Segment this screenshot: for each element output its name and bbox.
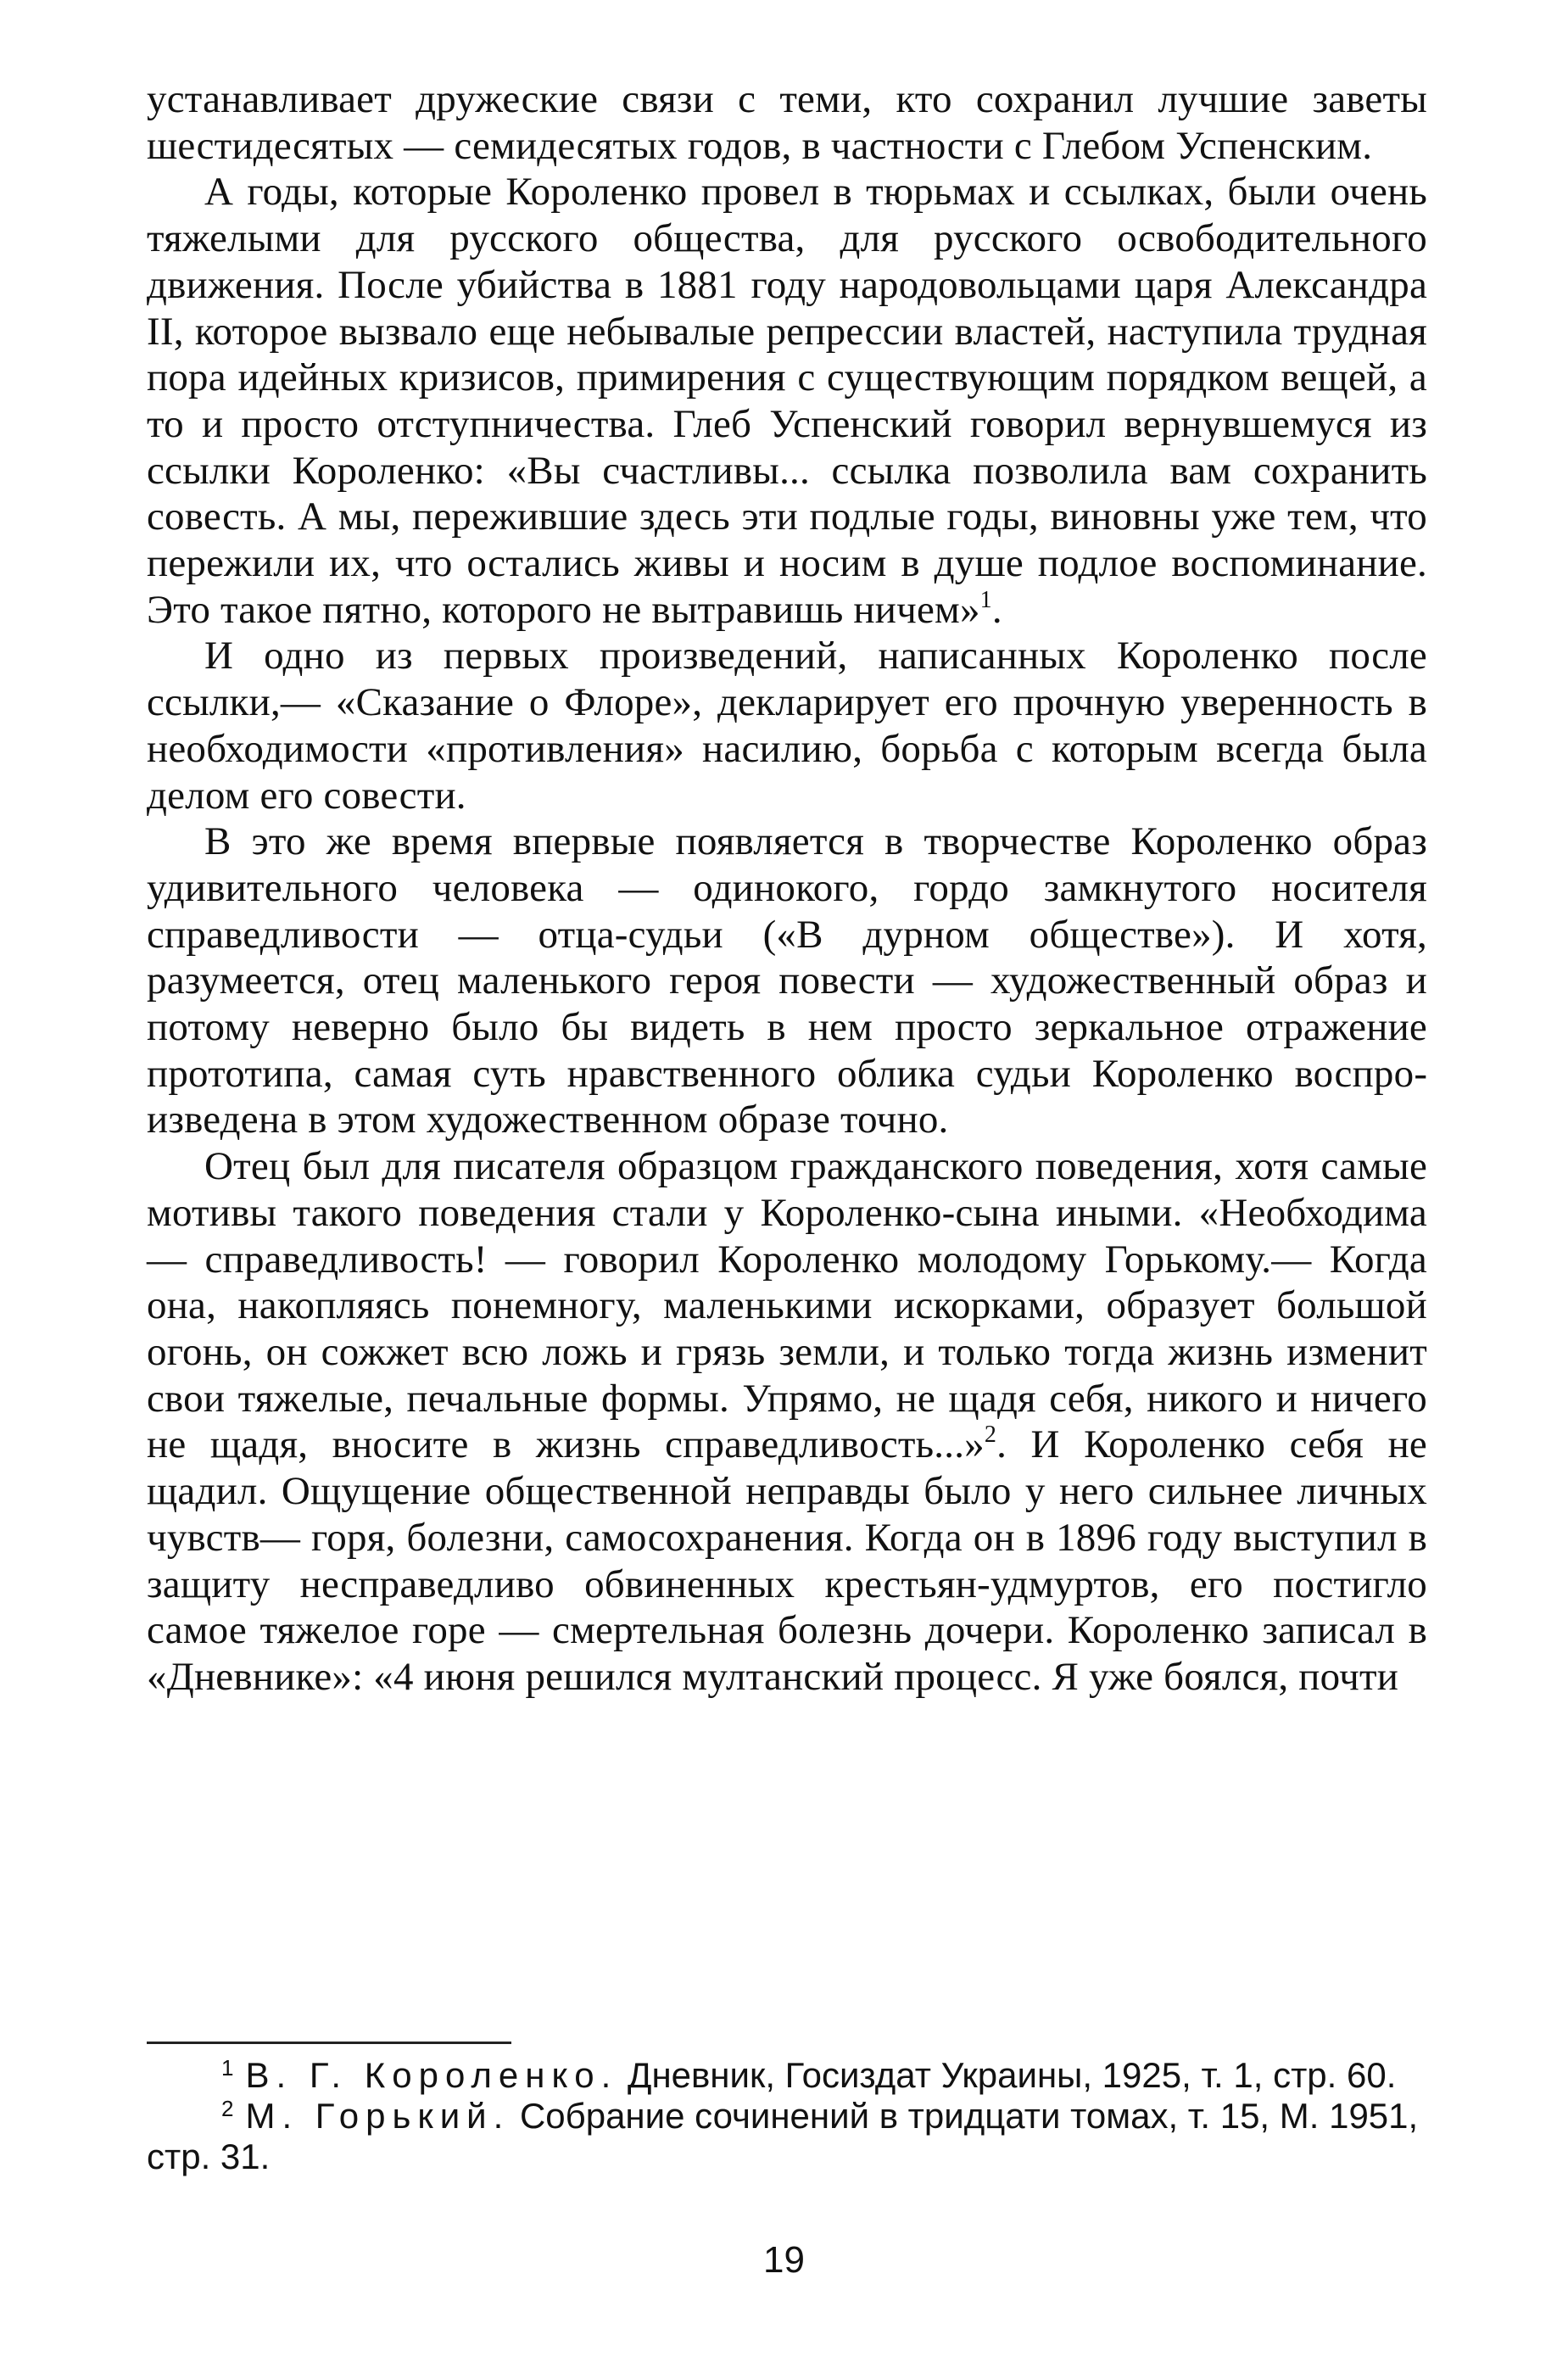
footnotes: [147, 2055, 1427, 2177]
footnote: [147, 2096, 1427, 2177]
paragraph-text: И одно из первых произведений, написанных Короленко после ссылки,— «Сказание о Флоре», декларирует его прочную уверенность в необходимости «противления» насилию, борьба с которым всегда была делом его совести.: [147, 634, 1427, 818]
paragraph-text: Отец был для писателя образцом гражданского поведения, хотя самые мотивы такого поведения стали у Короленко-сына иными. «Необходима — справедливость! — говорил Короленко молодому Горькому.— Когда она, накопляясь понемногу, маленькими искорками, образует большой огонь, он сожжет всю ложь и грязь земли, и только тогда жизнь изменит свои тяжелые, печальные формы. Упрямо, не щадя себя, никого и ничего не щадя, вносите в жизнь справедливость...»: [147, 1144, 1427, 1467]
paragraph-text: устанавливает дружеские связи с теми, кто сохранил лучшие заветы шестидесятых — семидесятых годов, в частности с Глебом Успенским.: [147, 77, 1427, 168]
footnote-number: 1: [221, 2055, 234, 2081]
footnote-text: Дневник, Госиздат Украины, 1925, т. 1, стр. 60.: [628, 2055, 1397, 2095]
paragraph: [147, 818, 1427, 1143]
paragraph-text: В это же время впервые появляется в творчестве Короленко образ удивительного человека — одинокого, гордо замкнутого носителя справедливости — отца-судьи («В дурном обществе»). И хотя, разумеется, отец маленького героя повести — художественный образ и потому неверно было бы видеть в нем просто зеркальное отражение прототипа, самая суть нравственного облика судьи Короленко воспроизведена в этом художественном образе точно.: [147, 819, 1427, 1142]
paragraph: [147, 76, 1427, 169]
footnote-ref[interactable]: 2: [984, 1422, 997, 1449]
paragraph: [147, 633, 1427, 818]
footnote-text: Собрание сочинений в тридцати томах, т. 15, М. 1951, стр. 31.: [147, 2096, 1419, 2176]
footnote-ref[interactable]: 1: [979, 586, 992, 613]
footnote-author: М. Горький.: [245, 2096, 511, 2136]
paragraph-text-tail: . И Короленко себя не щадил. Ощущение общественной неправды было у него сильнее личных чувств— горя, болезни, самосохранения. Когда он в 1896 году выступил в защиту несправедливо обвиненных крестьян-удмуртов, его постигло самое тяжелое горе — смертельная болезнь дочери. Короленко записал в «Дневнике»: «4 июня решился мултанский процесс. Я уже боялся, почти: [147, 1422, 1427, 1699]
paragraph-text: А годы, которые Короленко провел в тюрьмах и ссылках, были очень тяжелыми для русского общества, для русского освободительного движения. После убийства в 1881 году народовольцами царя Александра II, которое вызвало еще небывалые репрессии властей, наступила трудная пора идейных кризисов, примирения с существующим порядком вещей, а то и просто отступничества. Глеб Успенский говорил вернувшемуся из ссылки Короленко: «Вы счастливы... ссылка позволила вам сохранить совесть. А мы, пережившие здесь эти подлые годы, виновны уже тем, что пережили их, что остались живы и носим в душе подлое воспоминание. Это такое пятно, которого не вытравишь ничем»: [147, 170, 1427, 632]
footnote: [147, 2055, 1427, 2096]
page-number: 19: [763, 2239, 805, 2281]
paragraph: [147, 169, 1427, 633]
footnote-divider: [147, 2042, 511, 2044]
paragraph: [147, 1143, 1427, 1700]
footnote-author: В. Г. Короленко.: [245, 2055, 618, 2095]
paragraph-text-tail: .: [991, 587, 1002, 632]
main-text: [147, 76, 1427, 1701]
footnote-number: 2: [221, 2096, 234, 2121]
